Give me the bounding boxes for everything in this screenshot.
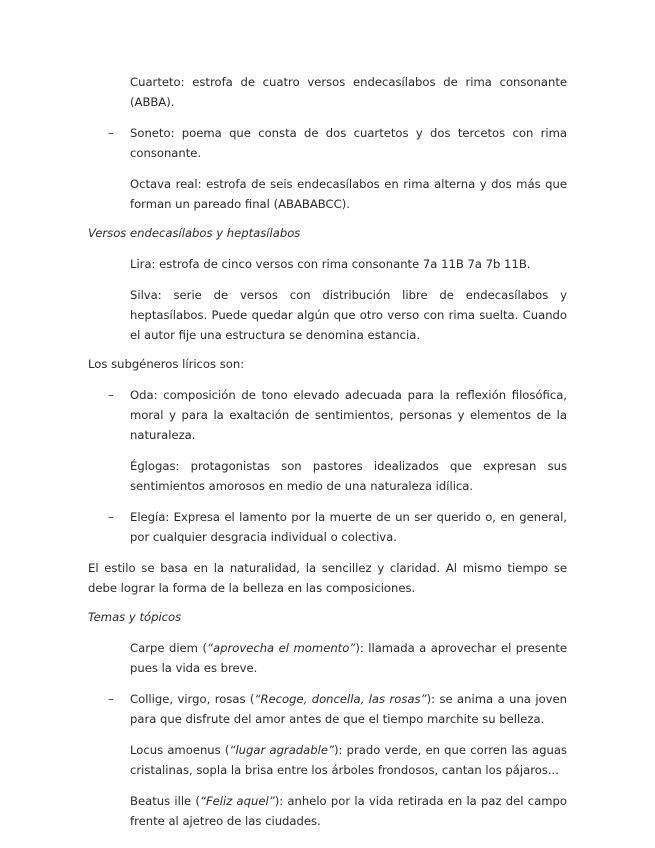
translation-text: “lugar agradable” (229, 743, 334, 757)
translation-text: “Feliz aquel” (199, 794, 275, 808)
list-item-text: Soneto: poema que consta de dos cuartetos y dos tercetos con rima consonante. (130, 126, 567, 160)
term-text: Beatus ille ( (130, 794, 200, 808)
list-item-elegia (108, 507, 567, 547)
definition-text: ): llamada a aprovechar el presente pues la vida es breve. (130, 641, 568, 675)
paragraph-silva: Silva: serie de versos con distribución libre de endecasílabos y heptasílabos. Puede quedar algún que otro verso con rima suelta. Cuando el autor fije una estructura se denomina estancia. (130, 288, 567, 342)
paragraph-estilo: El estilo se basa en la naturalidad, la sencillez y claridad. Al mismo tiempo se debe lograr la forma de la belleza en las composiciones. (88, 561, 567, 595)
paragraph-subgeneros-intro: Los subgéneros líricos son: (88, 357, 245, 371)
list-item-text: Oda: composición de tono elevado adecuada para la reflexión filosófica, moral y para la exaltación de sentimientos, personas y elementos de la naturaleza. (130, 388, 567, 442)
paragraph-cuarteto: Cuarteto: estrofa de cuatro versos endecasílabos de rima consonante (ABBA). (130, 75, 567, 109)
bullet-dash: – (108, 388, 114, 402)
term-text: Carpe diem ( (130, 641, 207, 655)
definition-text: ): se anima a una joven para que disfrute del amor antes de que el tiempo marchite su belleza. (130, 692, 568, 726)
list-item-collige-virgo (108, 689, 568, 729)
paragraph-octava-real: Octava real: estrofa de seis endecasílabos en rima alterna y dos más que forman un pareado final (ABABABCC). (130, 177, 567, 211)
bullet-dash: – (108, 692, 114, 706)
paragraph-carpe-diem (130, 638, 567, 678)
list-item-text: Elegía: Expresa el lamento por la muerte de un ser querido o, en general, por cualquier desgracia individual o colectiva. (130, 510, 567, 544)
section-heading-versos: Versos endecasílabos y heptasílabos (88, 226, 301, 240)
translation-text: “aprovecha el momento” (207, 641, 356, 655)
bullet-dash: – (108, 510, 114, 524)
term-text: Locus amoenus ( (130, 743, 230, 757)
definition-text: ): prado verde, en que corren las aguas cristalinas, sopla la brisa entre los árboles frondosos, cantan los pájaros... (130, 743, 568, 777)
paragraph-lira: Lira: estrofa de cinco versos con rima consonante 7a 11B 7a 7b 11B. (130, 257, 531, 271)
paragraph-eglogas: Églogas: protagonistas son pastores idealizados que expresan sus sentimientos amorosos en medio de una naturaleza idílica. (130, 459, 567, 493)
definition-text: ): anhelo por la vida retirada en la paz del campo frente al ajetreo de las ciudades. (130, 794, 567, 828)
bullet-dash: – (108, 126, 114, 140)
term-text: Collige, virgo, rosas ( (130, 692, 255, 706)
paragraph-locus-amoenus (130, 740, 567, 780)
paragraph-beatus-ille (130, 791, 567, 831)
section-heading-temas: Temas y tópicos (88, 610, 182, 624)
translation-text: “Recoge, doncella, las rosas” (254, 692, 427, 706)
list-item-soneto (108, 123, 567, 163)
list-item-oda (108, 385, 567, 445)
